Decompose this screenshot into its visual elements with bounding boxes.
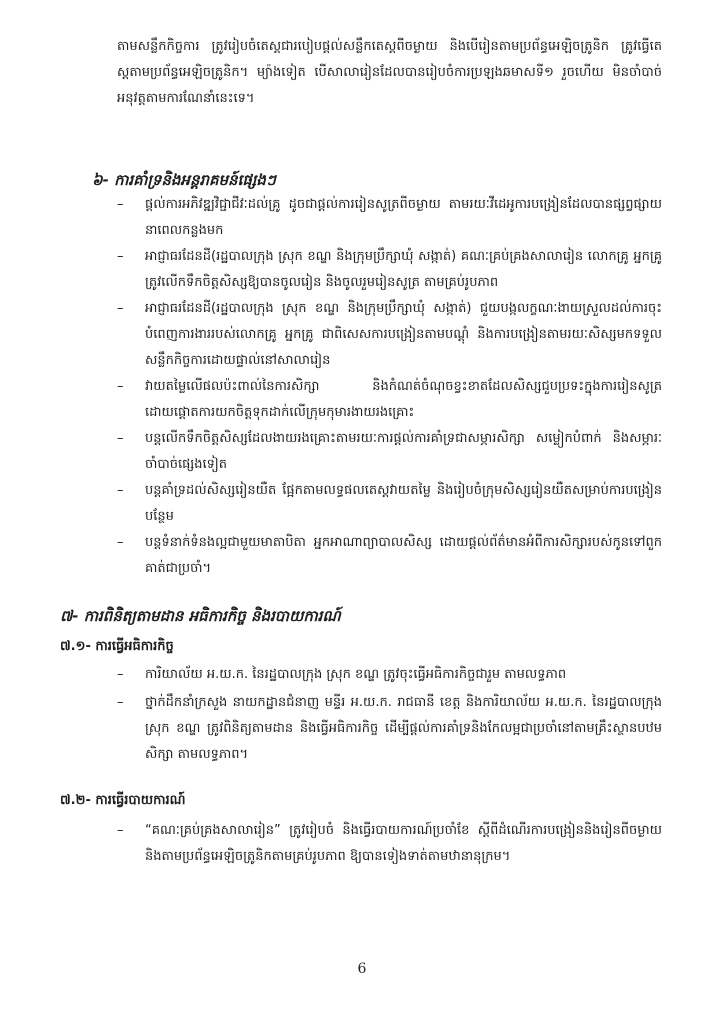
dash-marker: – [117,249,124,264]
bullet-text: វាយតម្លៃលើផលប៉ះពាល់នៃការសិក្សា និងកំណត់ចំណុចខ្វះខាតដែលសិស្សជួបប្រទះក្នុងការរៀនសូត្រ ដោយផ្តោតការយកចិត្តទុកដាក់លើក្រុមកុមារងាយរងគ្រោះ [145,379,662,420]
dash-marker: – [117,823,124,838]
bullet-text: ការិយាល័យ អ.យ.ក. នៃរដ្ឋបាលក្រុង ស្រុក ខណ្ឌ ត្រូវចុះធ្វើអធិការកិច្ចជារួម តាមលទ្ធភាព [145,667,567,682]
subsection-7-1-bullet-2 [117,690,662,768]
section-6-bullet-5 [117,426,662,478]
subsection-7-1-heading: ៧.១- ការធ្វើអធិការកិច្ច [60,639,174,654]
bullet-text: ថ្នាក់ដឹកនាំក្រសួង នាយកដ្ឋានជំនាញ មន្ទីរ អ.យ.ក. រាជធានី ខេត្ត និងការិយាល័យ អ.យ.ក. នៃរដ្ឋបាលក្រុង ស្រុក ខណ្ឌ ត្រូវពិនិត្យតាមដាន និងធ្វើអធិការកិច្ច ដើម្បីផ្តល់ការគាំទ្រនិងកែលម្អជាប្រចាំនៅតាមគ្រឹះស្ថានបឋមសិក្សា តាមលទ្ធភាព។ [145,695,662,762]
section-6-bullet-4 [117,374,662,426]
section-6-bullet-6 [117,478,662,530]
dash-marker: – [117,379,124,394]
subsection-7-2-heading: ៧.២- ការធ្វើរបាយការណ៍ [60,793,186,808]
bullet-text: ផ្តល់ការអភិវឌ្ឍវិជ្ជាជីវៈដល់គ្រូ ដូចជាផ្តល់ការរៀនសូត្រពីចម្ងាយ តាមរយៈវីដេអូការបង្រៀនដែលបានផ្សព្វផ្សាយនាពេលកន្លងមក [145,197,662,238]
page-number: 6 [357,961,367,977]
bullet-text: បន្តគាំទ្រដល់សិស្សរៀនយឺត ផ្អែកតាមលទ្ធផលតេស្តវាយតម្លៃ និងរៀបចំក្រុមសិស្សរៀនយឺតសម្រាប់ការបង្រៀនបន្ថែម [145,483,662,524]
section-6-bullet-1 [117,192,662,244]
dash-marker: – [117,483,124,498]
intro-paragraph: តាមសន្លឹកកិច្ចការ ត្រូវរៀបចំតេស្តជារបៀបផ្តល់សន្លឹកតេស្តពីចម្ងាយ និងបើរៀនតាមប្រព័ន្ធអេឡិចត្រូនិក ត្រូវធ្វើតេស្តតាមប្រព័ន្ធអេឡិចត្រូនិក។ ម្យ៉ាងទៀត បើសាលារៀនដែលបានរៀបចំការប្រឡងឆមាសទី១ រួចហើយ មិនចាំបាច់អនុវត្តតាមការណែនាំនេះទេ។ [117,39,662,106]
bullet-text: “គណៈគ្រប់គ្រងសាលារៀន” ត្រូវរៀបចំ និងធ្វើរបាយការណ៍ប្រចាំខែ ស្តីពីដំណើរការបង្រៀននិងរៀនពីចម្ងាយនិងតាមប្រព័ន្ធអេឡិចត្រូនិកតាមគ្រប់រូបភាព ឱ្យបានទៀងទាត់តាមឋានានុក្រម។ [145,823,662,864]
section-7-heading: ៧- ការពិនិត្យតាមដាន អធិការកិច្ច និងរបាយការណ៍ [60,607,341,625]
dash-marker: – [117,535,124,550]
dash-marker: – [117,301,124,316]
section-6-bullet-2 [117,244,662,296]
bullet-text: អាជ្ញាធរដែនដី(រដ្ឋបាលក្រុង ស្រុក ខណ្ឌ និងក្រុមប្រឹក្សាឃុំ សង្កាត់) គណៈគ្រប់គ្រងសាលារៀន លោកគ្រូ អ្នកគ្រូ ត្រូវលើកទឹកចិត្តសិស្សឱ្យបានចូលរៀន និងចូលរួមរៀនសូត្រ តាមគ្រប់រូបភាព [145,249,662,290]
bullet-text: បន្តលើកទឹកចិត្តសិស្សដែលងាយរងគ្រោះតាមរយៈការផ្តល់ការគាំទ្រជាសម្ភារសិក្សា សម្លៀកបំពាក់ និងសម្ភារៈចាំបាច់ផ្សេងទៀត [145,431,662,472]
section-6-bullet-3 [117,296,662,374]
bullet-text: បន្តទំនាក់ទំនងល្អជាមួយមាតាបិតា អ្នកអាណាព្យាបាលសិស្ស ដោយផ្តល់ព័ត៌មានអំពីការសិក្សារបស់កូនទៅពួកគាត់ជាប្រចាំ។ [145,535,662,576]
dash-marker: – [117,667,124,682]
section-6-bullet-7 [117,530,662,582]
dash-marker: – [117,197,124,212]
subsection-7-2-bullet-1 [117,818,662,870]
bullet-text: អាជ្ញាធរដែនដី(រដ្ឋបាលក្រុង ស្រុក ខណ្ឌ និងក្រុមប្រឹក្សាឃុំ សង្កាត់) ជួយបង្កលក្ខណៈងាយស្រួលដល់ការចុះបំពេញការងាររបស់លោកគ្រូ អ្នកគ្រូ ជាពិសេសការបង្រៀនតាមបណ្តុំ និងការបង្រៀនតាមរយៈសិស្សមកទទួលសន្លឹកកិច្ចការដោយផ្ទាល់នៅសាលារៀន [145,301,662,368]
subsection-7-1-bullet-1 [117,662,662,688]
dash-marker: – [117,695,124,710]
section-6-heading: ៦- ការគាំទ្រនិងអន្តរាគមន៍ផ្សេងៗ [92,171,276,189]
dash-marker: – [117,431,124,446]
